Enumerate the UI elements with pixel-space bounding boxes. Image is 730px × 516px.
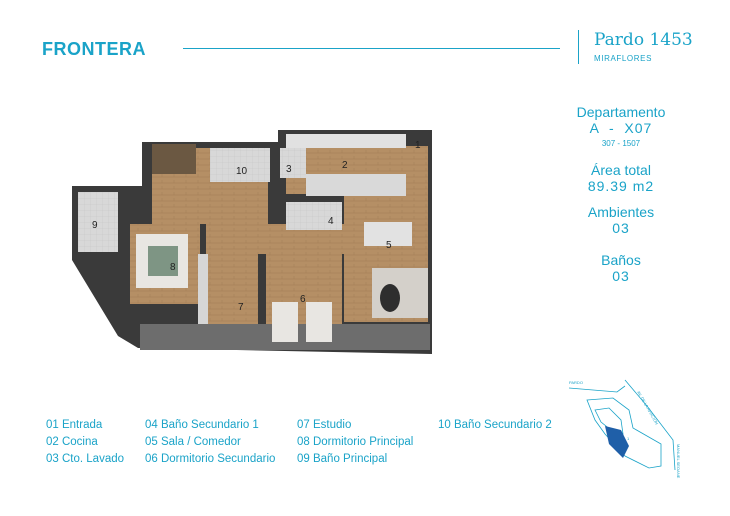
keyplan-street-pardo: PARDO — [569, 380, 583, 385]
legend-item: 10 Baño Secundario 2 — [438, 419, 552, 431]
legend-item: 03 Cto. Lavado — [46, 453, 125, 465]
floor-bath-9 — [78, 192, 118, 252]
room-number-3: 3 — [286, 164, 292, 175]
room-number-6: 6 — [300, 294, 306, 305]
legend-item: 01 Entrada — [46, 419, 103, 431]
room-number-5: 5 — [386, 240, 392, 251]
study-desk — [198, 254, 208, 324]
keyplan-marker: 1 — [627, 436, 630, 441]
legend-col-4 — [438, 417, 552, 434]
area-label: Área total — [591, 162, 651, 178]
floor-laundry — [280, 148, 306, 178]
project-name: Pardo 1453 — [594, 30, 693, 50]
header-rule — [183, 48, 560, 49]
legend-col-3 — [297, 417, 413, 468]
header-divider — [578, 30, 579, 64]
room-number-1: 1 — [415, 140, 421, 151]
unit-spec-panel — [560, 104, 682, 284]
baths-label: Baños — [601, 252, 641, 268]
room-number-8: 8 — [170, 262, 176, 273]
legend-item: 05 Sala / Comedor — [145, 436, 241, 448]
rooms-value: 03 — [612, 220, 630, 236]
room-number-9: 9 — [92, 220, 98, 231]
room-number-7: 7 — [238, 302, 244, 313]
bed-sec-b — [306, 302, 332, 342]
area-value: 89.39 m2 — [587, 178, 655, 194]
floor-bath-4 — [286, 202, 342, 230]
kitchen-top — [286, 134, 406, 148]
floor-plan — [60, 126, 440, 358]
bed-sec-a — [272, 302, 298, 342]
closet — [152, 144, 196, 174]
key-plan — [565, 370, 690, 485]
kitchen-counter — [306, 174, 406, 196]
frontera-logo: FRONTERA — [42, 39, 146, 59]
legend-item: 04 Baño Secundario 1 — [145, 419, 259, 431]
room-number-4: 4 — [328, 216, 334, 227]
legend-item: 07 Estudio — [297, 419, 352, 431]
project-district: MIRAFLORES — [594, 54, 653, 63]
rooms-label: Ambientes — [587, 204, 655, 220]
baths-value: 03 — [612, 268, 630, 284]
sofa — [372, 268, 428, 318]
legend-item: 09 Baño Principal — [297, 453, 388, 465]
legend-col-2 — [145, 417, 275, 468]
room-number-10: 10 — [236, 166, 248, 177]
legend-item: 02 Cocina — [46, 436, 98, 448]
room-number-2: 2 — [342, 160, 348, 171]
legend-item: 06 Dormitorio Secundario — [145, 453, 276, 465]
coffee-table — [380, 284, 400, 312]
keyplan-street-aviacion: AV. DE LA AVIACION — [636, 390, 660, 426]
legend-item: 08 Dormitorio Principal — [297, 436, 414, 448]
legend-col-1 — [46, 417, 124, 468]
keyplan-unit-highlight — [605, 426, 629, 458]
unit-floors: 307 - 1507 — [601, 139, 641, 148]
keyplan-street-seoane: MANUEL SEOANE — [676, 444, 681, 479]
unit-type-code: A - X07 — [589, 120, 653, 136]
unit-type-label: Departamento — [576, 104, 666, 120]
keyplan-street-pardo-line — [569, 386, 625, 392]
